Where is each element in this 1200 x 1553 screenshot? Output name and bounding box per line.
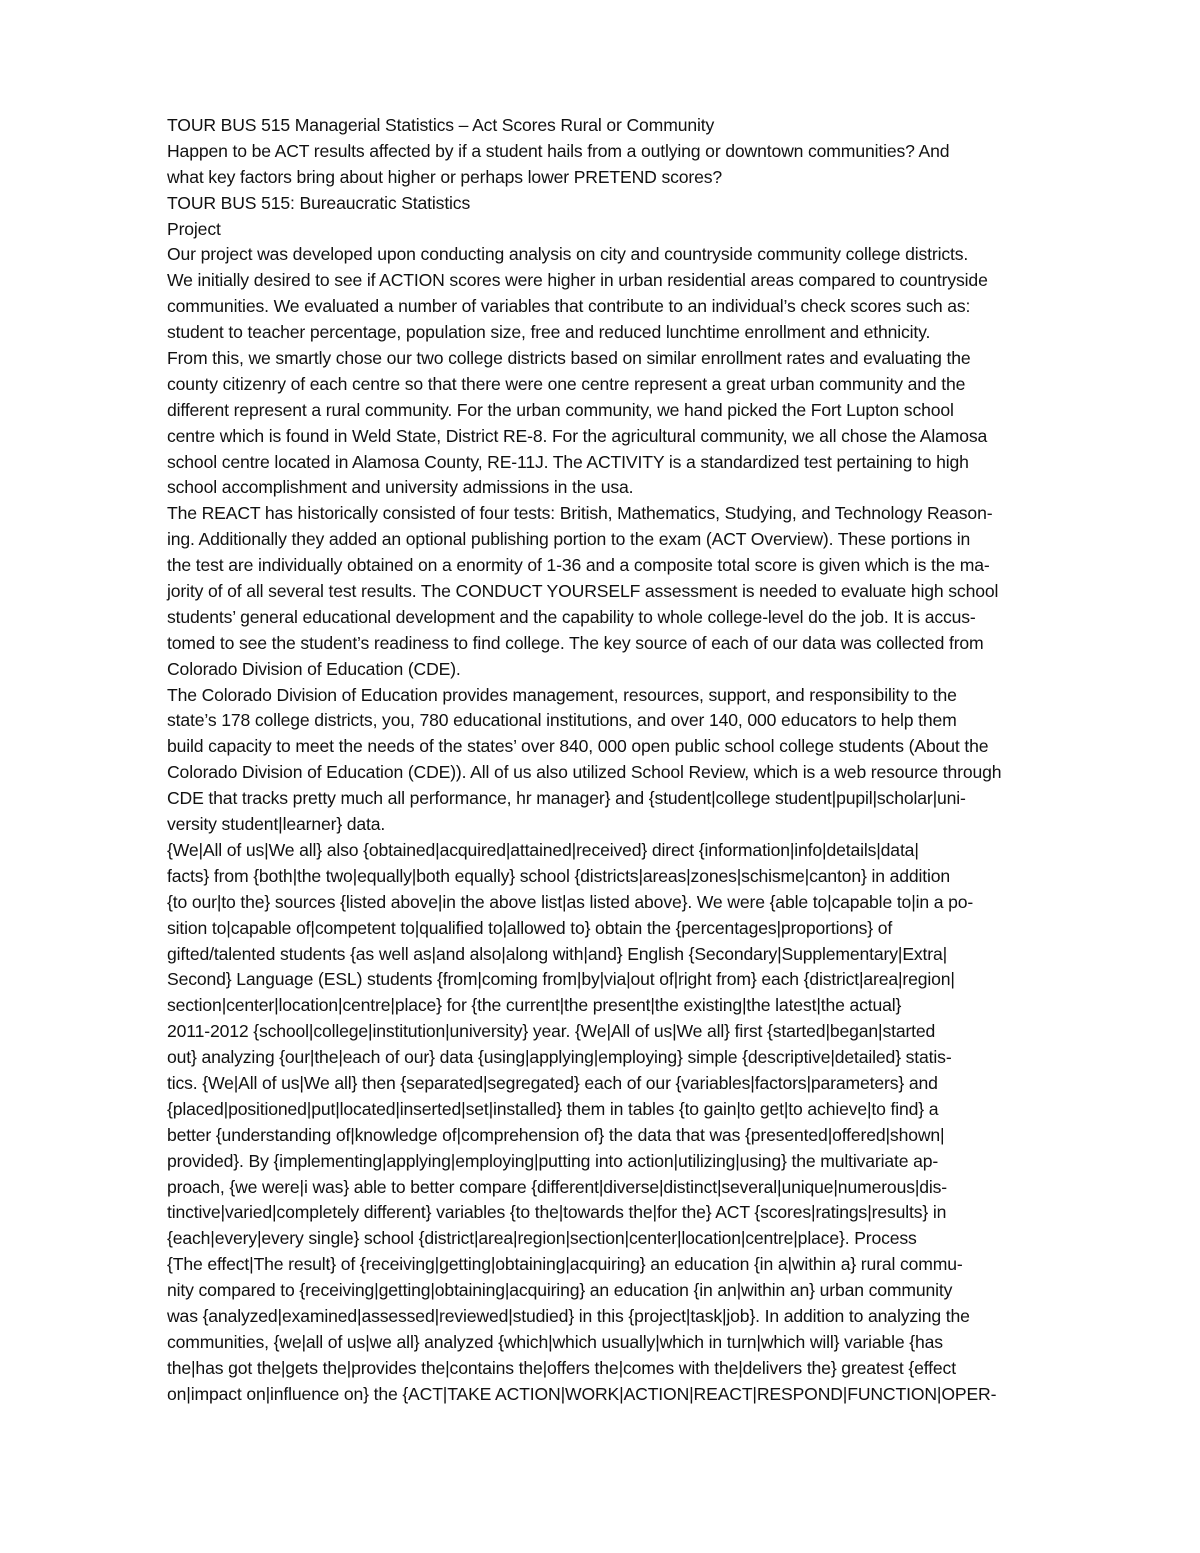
text-line: The Colorado Division of Education provides management, resources, support, and responsibility to the <box>167 684 957 705</box>
text-line: Happen to be ACT results affected by if a student hails from a outlying or downtown communities? And <box>167 140 950 161</box>
text-line: better {understanding of|knowledge of|comprehension of} the data that was {presented|offered|shown| <box>167 1124 945 1145</box>
text-line: school accomplishment and university admissions in the usa. <box>167 477 634 498</box>
text-line: {each|every|every single} school {district|area|region|section|center|location|centre|place}. Process <box>167 1228 917 1249</box>
text-line: versity student|learner} data. <box>167 814 386 835</box>
text-line: proach, {we were|i was} able to better compare {different|diverse|distinct|several|unique|numerous|dis- <box>167 1176 948 1197</box>
text-line: students’ general educational development and the capability to whole college-level do the job. It is accus- <box>167 606 976 627</box>
text-line: {to our|to the} sources {listed above|in the above list|as listed above}. We were {able to|capable to|in a po- <box>167 891 974 912</box>
text-line: jority of of all several test results. The CONDUCT YOURSELF assessment is needed to evaluate high school <box>167 581 999 602</box>
text-line: out} analyzing {our|the|each of our} data {using|applying|employing} simple {descriptive|detailed} statis- <box>167 1047 952 1068</box>
text-line: {The effect|The result} of {receiving|getting|obtaining|acquiring} an education {in a|within a} rural commu- <box>167 1254 963 1275</box>
text-line: sition to|capable of|competent to|qualified to|allowed to} obtain the {percentages|proportions} of <box>167 917 893 938</box>
text-line: communities, {we|all of us|we all} analyzed {which|which usually|which in turn|which will} variable {has <box>167 1331 943 1352</box>
text-line: tics. {We|All of us|We all} then {separated|segregated} each of our {variables|factors|parameters} and <box>167 1072 938 1093</box>
text-line: different represent a rural community. For the urban community, we hand picked the Fort Lupton school <box>167 399 954 420</box>
title-line: TOUR BUS 515 Managerial Statistics – Act Scores Rural or Community <box>167 115 715 135</box>
text-line: facts} from {both|the two|equally|both equally} school {districts|areas|zones|schisme|canton} in addition <box>167 865 951 886</box>
text-line: section|center|location|centre|place} for {the current|the present|the existing|the latest|the actual} <box>167 995 902 1016</box>
text-line: tomed to see the student’s readiness to find college. The key source of each of our data was collected from <box>167 632 984 653</box>
text-line: Second} Language (ESL) students {from|coming from|by|via|out of|right from} each {district|area|region| <box>167 969 955 990</box>
text-line: The REACT has historically consisted of four tests: British, Mathematics, Studying, and Technology Reason- <box>167 503 993 524</box>
text-line: build capacity to meet the needs of the states’ over 840, 000 open public school college students (About the <box>167 736 989 757</box>
subtitle-line: TOUR BUS 515: Bureaucratic Statistics <box>167 192 471 213</box>
text-line: the|has got the|gets the|provides the|contains the|offers the|comes with the|delivers the} greatest {effect <box>167 1357 956 1378</box>
text-line: From this, we smartly chose our two college districts based on similar enrollment rates and evaluating the <box>167 348 971 369</box>
text-line: Our project was developed upon conducting analysis on city and countryside community college districts. <box>167 244 969 265</box>
text-line: communities. We evaluated a number of variables that contribute to an individual’s check scores such as: <box>167 296 971 317</box>
text-line: county citizenry of each centre so that there were one centre represent a great urban community and the <box>167 373 966 394</box>
text-line: {We|All of us|We all} also {obtained|acquired|attained|received} direct {information|info|details|data| <box>167 839 919 860</box>
text-line: student to teacher percentage, population size, free and reduced lunchtime enrollment and ethnicity. <box>167 322 931 343</box>
text-line: ing. Additionally they added an optional publishing portion to the exam (ACT Overview). These portions in <box>167 529 971 550</box>
text-line: CDE that tracks pretty much all performance, hr manager} and {student|college student|pupil|scholar|uni- <box>167 788 966 809</box>
text-line: gifted/talented students {as well as|and also|along with|and} English {Secondary|Supplementary|Extra| <box>167 943 948 964</box>
text-line: what key factors bring about higher or perhaps lower PRETEND scores? <box>167 166 723 187</box>
text-line: nity compared to {receiving|getting|obtaining|acquiring} an education {in an|within an} urban community <box>167 1280 953 1301</box>
text-line: state’s 178 college districts, you, 780 educational institutions, and over 140, 000 educators to help them <box>167 710 957 731</box>
section-heading: Project <box>167 218 221 239</box>
document-body <box>167 113 1127 1408</box>
text-line: We initially desired to see if ACTION scores were higher in urban residential areas compared to countryside <box>167 270 988 291</box>
text-line: tinctive|varied|completely different} variables {to the|towards the|for the} ACT {scores|ratings|results} in <box>167 1202 947 1223</box>
text-line: provided}. By {implementing|applying|employing|putting into action|utilizing|using} the multivariate ap- <box>167 1150 939 1171</box>
text-line: was {analyzed|examined|assessed|reviewed|studied} in this {project|task|job}. In addition to analyzing the <box>167 1305 970 1326</box>
text-line: Colorado Division of Education (CDE). <box>167 658 461 679</box>
text-line: Colorado Division of Education (CDE)). All of us also utilized School Review, which is a web resource through <box>167 762 1002 783</box>
text-line: school centre located in Alamosa County, RE-11J. The ACTIVITY is a standardized test pertaining to high <box>167 451 969 472</box>
text-line: 2011-2012 {school|college|institution|university} year. {We|All of us|We all} first {started|began|started <box>167 1021 936 1042</box>
text-line: the test are individually obtained on a enormity of 1-36 and a composite total score is given which is the ma- <box>167 555 990 576</box>
text-line: centre which is found in Weld State, District RE-8. For the agricultural community, we all chose the Alamosa <box>167 425 988 446</box>
text-line: on|impact on|influence on} the {ACT|TAKE ACTION|WORK|ACTION|REACT|RESPOND|FUNCTION|OPER- <box>167 1383 997 1404</box>
text-line: {placed|positioned|put|located|inserted|set|installed} them in tables {to gain|to get|to achieve|to find} a <box>167 1098 939 1119</box>
